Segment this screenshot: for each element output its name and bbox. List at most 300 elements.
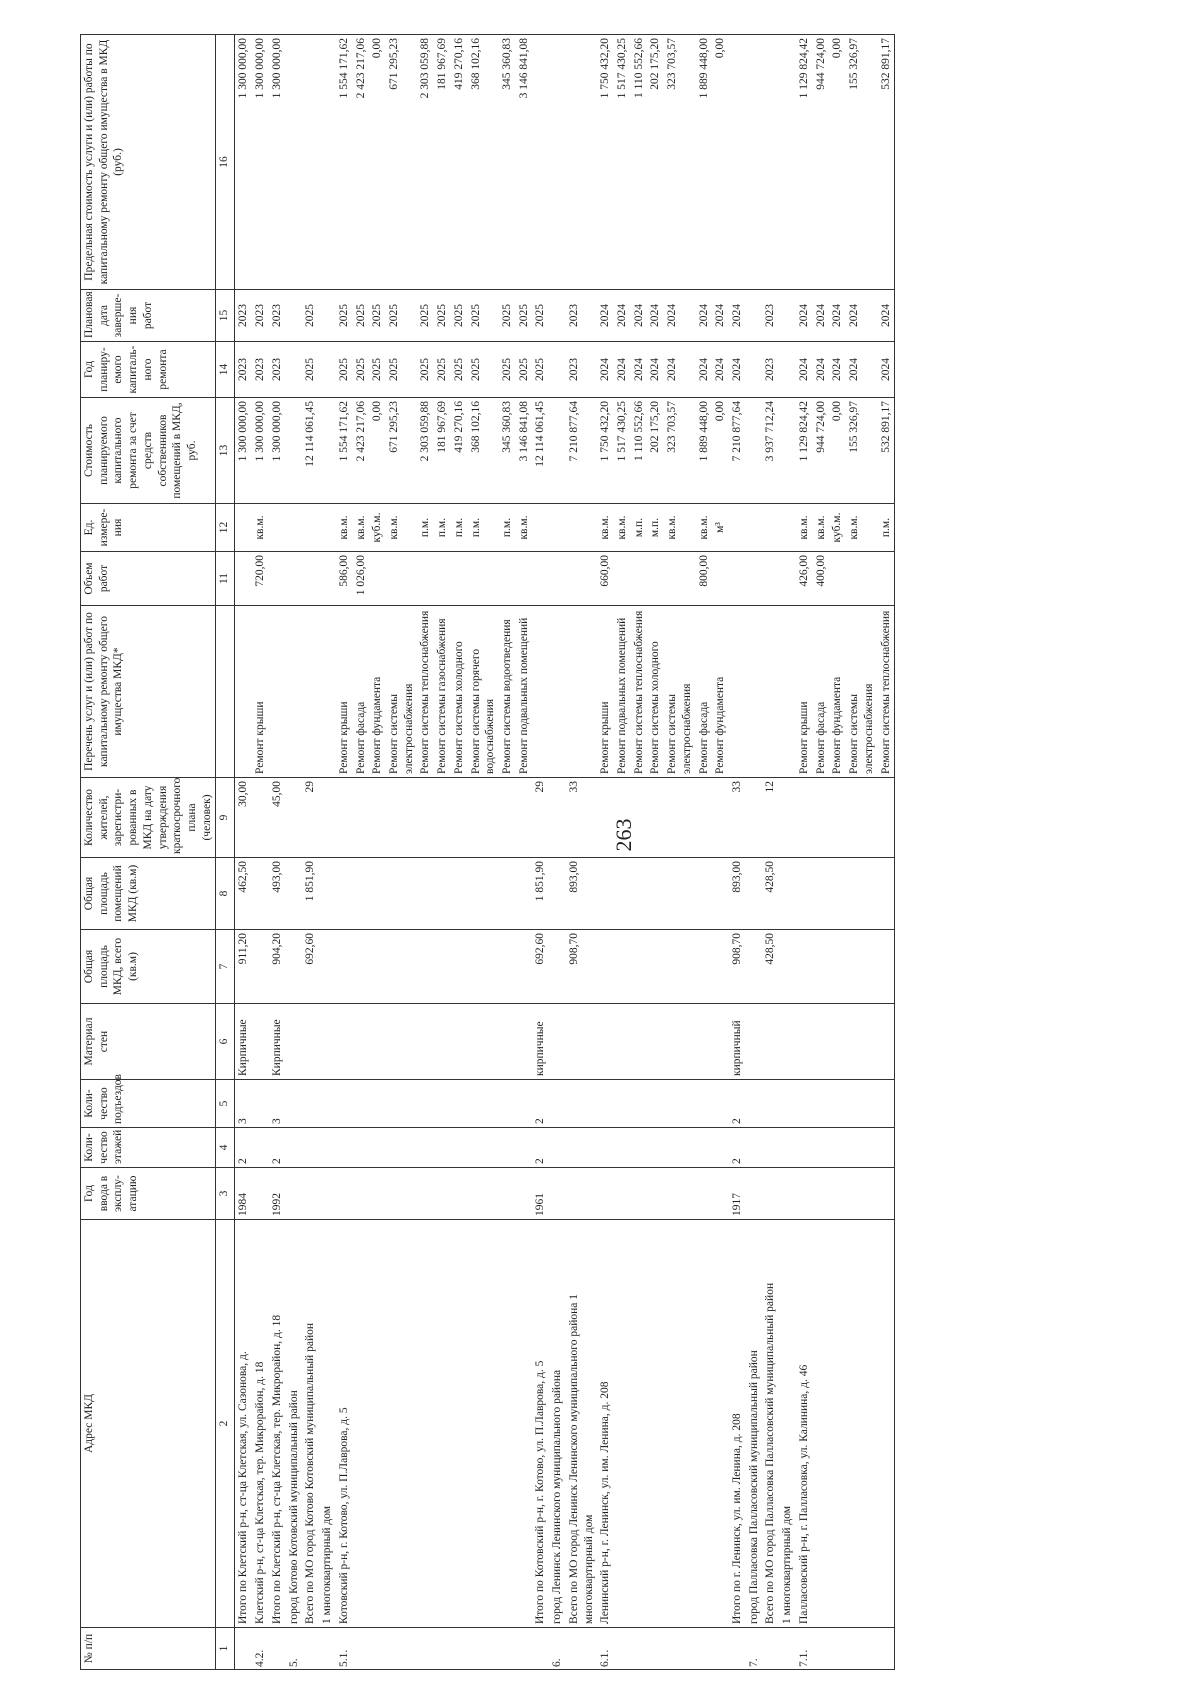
table-cell [664,1128,695,1168]
table-cell: 2025 [434,290,451,342]
table-cell [597,1004,614,1080]
table-cell [696,858,713,930]
table-cell [846,552,877,606]
table-cell: 2024 [631,290,648,342]
table-cell [779,342,796,398]
table-cell: Ремонт системы холодного [647,606,664,778]
column-number: 16 [216,35,235,290]
table-cell: 1 851,90 [532,858,549,930]
table-cell [846,1628,877,1670]
table-cell [631,858,648,930]
table-cell [549,342,566,398]
table-cell [878,930,895,1004]
table-cell [386,1168,417,1220]
table-cell: кв.м. [336,504,353,552]
table-cell [614,1004,631,1080]
table-cell [631,1168,648,1220]
table-cell: 2 303 059,88 [417,398,434,504]
table-cell: кв.м. [353,504,370,552]
table-cell: Кирпичные [235,1004,252,1080]
table-cell [762,1080,779,1128]
table-row [846,35,877,1670]
table-cell: 720,00 [252,552,269,606]
table-cell: 2024 [614,342,631,398]
table-row [796,35,813,1670]
table-cell [712,1220,729,1628]
table-row [417,35,434,1670]
table-cell [286,552,303,606]
table-cell [631,1220,648,1628]
table-cell: 2 [269,1128,286,1168]
table-row [252,35,269,1670]
table-cell: 493,00 [269,858,286,930]
table-cell: 2024 [647,290,664,342]
table-cell: 2 [729,1080,746,1128]
table-cell: 7 210 877,64 [566,398,597,504]
table-cell: 2025 [516,290,533,342]
table-row [829,35,846,1670]
table-cell [696,1220,713,1628]
table-cell [829,1168,846,1220]
table-cell: 2024 [696,342,713,398]
table-cell: 33 [729,778,746,858]
column-number: 2 [216,1220,235,1628]
table-cell [269,606,286,778]
table-cell [712,930,729,1004]
table-cell [779,290,796,342]
table-cell: куб.м. [369,504,386,552]
table-cell: 2025 [532,290,549,342]
table-row [878,35,895,1670]
table-cell [468,552,499,606]
table-cell: Палласовский р-н, г. Палласовка, ул. Калинина, д. 46 [796,1220,813,1628]
table-cell: 202 175,20 [647,35,664,290]
table-cell [516,1004,533,1080]
table-cell [549,778,566,858]
table-cell: 6. [549,1628,566,1670]
table-cell [386,1628,417,1670]
table-cell: 2025 [353,342,370,398]
table-cell [499,552,516,606]
table-row [647,35,664,1670]
table-cell [829,778,846,858]
table-cell [468,1004,499,1080]
column-header: Общая площадь помещений МКД (кв.м) [81,858,216,930]
table-cell [729,504,746,552]
table-cell [516,858,533,930]
table-cell: Всего по МО город Ленинск Ленинского муниципального района 1 многоквартирный дом [566,1220,597,1628]
table-cell [779,1004,796,1080]
table-cell: 12 114 061,45 [302,398,319,504]
table-cell [369,1628,386,1670]
table-cell [302,1080,319,1128]
table-cell: 2 [235,1128,252,1168]
table-cell: 2023 [252,290,269,342]
table-row [779,35,796,1670]
table-cell [319,930,336,1004]
table-cell: 2023 [762,290,779,342]
table-cell [631,1628,648,1670]
table-cell [252,1128,269,1168]
table-cell [252,1004,269,1080]
table-cell [779,1080,796,1128]
table-cell: куб.м. [829,504,846,552]
table-cell: 671 295,23 [386,398,417,504]
table-cell [516,1080,533,1128]
table-cell: 2025 [302,342,319,398]
table-cell: 908,70 [729,930,746,1004]
table-cell [779,930,796,1004]
table-cell: 1917 [729,1168,746,1220]
table-cell [532,552,549,606]
table-cell [286,606,303,778]
table-cell: 2025 [353,290,370,342]
table-cell [647,1220,664,1628]
table-cell [878,1168,895,1220]
table-cell [696,1004,713,1080]
table-cell [813,1628,830,1670]
column-header: Стоимость планируемого капитального ремонта за счет средств собственников помещений в МКД, руб. [81,398,216,504]
table-cell [631,778,648,858]
table-cell [813,1168,830,1220]
table-cell [417,1128,434,1168]
table-cell [712,1080,729,1128]
table-cell: Кирпичные [269,1004,286,1080]
table-cell [846,778,877,858]
table-cell: 2025 [468,342,499,398]
table-cell: 2025 [369,342,386,398]
table-cell: Ремонт системы теплоснабжения [631,606,648,778]
table-cell [647,1004,664,1080]
table-cell: Ремонт системы водоотведения [499,606,516,778]
table-cell: 671 295,23 [386,35,417,290]
table-cell [499,1004,516,1080]
table-cell [762,1128,779,1168]
table-cell [386,858,417,930]
table-cell [434,858,451,930]
table-header [81,35,235,1670]
table-cell: 1 300 000,00 [252,35,269,290]
table-cell [386,552,417,606]
table-cell: кв.м. [813,504,830,552]
table-cell: кв.м. [664,504,695,552]
table-cell [417,1080,434,1128]
table-cell [252,778,269,858]
table-cell [631,1128,648,1168]
table-cell: 2025 [369,290,386,342]
table-cell [696,1168,713,1220]
table-cell [647,552,664,606]
table-cell [878,1004,895,1080]
table-cell [319,1628,336,1670]
column-header: Общая площадь МКД, всего (кв.м) [81,930,216,1004]
table-cell [499,858,516,930]
table-cell: 1 110 552,66 [631,398,648,504]
table-cell [746,552,763,606]
column-header: Объем работ [81,552,216,606]
table-cell: 1 750 432,20 [597,398,614,504]
table-cell [516,930,533,1004]
table-cell [386,1080,417,1128]
table-cell: 944 724,00 [813,398,830,504]
table-cell: 0,00 [712,35,729,290]
table-cell: Ремонт системы холодного [451,606,468,778]
table-cell: Ремонт системы горячего водоснабжения [468,606,499,778]
table-cell [516,1628,533,1670]
table-cell [319,342,336,398]
table-cell: Ремонт системы теплоснабжения [417,606,434,778]
table-cell: 1 300 000,00 [252,398,269,504]
table-cell [235,606,252,778]
table-cell [336,778,353,858]
table-cell: 368 102,16 [468,398,499,504]
table-cell: Ремонт системы электроснабжения [386,606,417,778]
table-cell [499,1080,516,1128]
table-cell [746,290,763,342]
table-cell [319,504,336,552]
table-cell: п.м. [417,504,434,552]
table-cell [353,1168,370,1220]
table-cell: Ремонт фасада [696,606,713,778]
table-cell [286,290,303,342]
table-cell [796,1080,813,1128]
capital-repair-plan-table [80,34,895,1670]
table-cell: Клетский р-н, ст-ца Клетская, тер. Микрорайон, д. 18 [252,1220,269,1628]
table-cell: 586,00 [336,552,353,606]
table-cell: 2024 [614,290,631,342]
table-cell: Итого по г. Ленинск, ул. им. Ленина, д. 208 [729,1220,746,1628]
table-cell [779,1168,796,1220]
table-cell [614,1628,631,1670]
table-cell [417,778,434,858]
table-cell: Ремонт системы электроснабжения [846,606,877,778]
table-cell: 202 175,20 [647,398,664,504]
table-cell: п.м. [499,504,516,552]
table-cell [319,290,336,342]
column-header: Год ввода в эксплу-атацию [81,1168,216,1220]
table-cell [417,1220,434,1628]
table-cell: Ремонт крыши [336,606,353,778]
table-cell: 1 129 824,42 [796,398,813,504]
table-cell [813,778,830,858]
column-number: 1 [216,1628,235,1670]
table-cell [664,1004,695,1080]
table-cell [878,1080,895,1128]
table-cell [614,1080,631,1128]
table-cell [549,290,566,342]
table-cell: 1 554 171,62 [336,398,353,504]
table-cell: 3 146 841,08 [516,35,533,290]
table-cell [762,1004,779,1080]
table-cell [369,778,386,858]
table-cell: 2025 [451,290,468,342]
table-cell [566,504,597,552]
table-cell: 1 многоквартирный дом [319,1220,336,1628]
column-number: 13 [216,398,235,504]
table-cell [712,778,729,858]
table-cell [369,1128,386,1168]
table-cell: 2024 [597,290,614,342]
table-cell: 2023 [269,342,286,398]
table-cell [499,1628,516,1670]
table-cell: 1 517 430,25 [614,35,631,290]
table-cell: кирпичные [532,1004,549,1080]
table-cell [846,858,877,930]
table-cell [319,552,336,606]
table-cell [813,1220,830,1628]
table-cell [664,930,695,1004]
table-cell [746,1128,763,1168]
table-cell [813,1128,830,1168]
table-cell: 345 360,83 [499,35,516,290]
column-number: 8 [216,858,235,930]
table-cell: 2023 [252,342,269,398]
table-cell: 7.1. [796,1628,813,1670]
table-cell: 4.2. [252,1628,269,1670]
column-number: 6 [216,1004,235,1080]
table-cell [302,552,319,606]
table-cell [829,858,846,930]
table-cell: 419 270,16 [451,35,468,290]
table-cell [319,35,336,290]
table-cell: м³ [712,504,729,552]
table-cell: 532 891,17 [878,35,895,290]
table-cell: 660,00 [597,552,614,606]
table-cell: 2024 [846,290,877,342]
table-cell [796,1128,813,1168]
table-cell [647,1628,664,1670]
table-cell: 532 891,17 [878,398,895,504]
table-cell: 7. [746,1628,763,1670]
table-cell [813,858,830,930]
table-cell [353,1004,370,1080]
table-cell: 462,50 [235,858,252,930]
table-row [664,35,695,1670]
table-cell: 2024 [796,290,813,342]
table-cell: 2025 [336,342,353,398]
table-cell [696,1080,713,1128]
table-cell: Итого по Клетский р-н, ст-ца Клетская, ул. Сазонова, д. [235,1220,252,1628]
table-cell [796,858,813,930]
table-row [729,35,746,1670]
table-cell [878,858,895,930]
table-cell: 2025 [417,342,434,398]
table-cell [846,1128,877,1168]
table-cell: город Ленинск Ленинского муниципального района [549,1220,566,1628]
column-header: Коли-чество подъездов [81,1080,216,1128]
table-cell [369,552,386,606]
table-cell [434,778,451,858]
table-cell [779,504,796,552]
rotated-table-container [80,35,1130,1670]
column-header: Плановая дата заверше-ния работ [81,290,216,342]
table-cell: 29 [532,778,549,858]
table-cell [468,1220,499,1628]
table-cell [647,778,664,858]
table-cell: 30,00 [235,778,252,858]
table-cell: 2023 [269,290,286,342]
table-cell [566,606,597,778]
table-cell [729,606,746,778]
table-cell [451,930,468,1004]
table-cell [286,1128,303,1168]
table-cell [829,1628,846,1670]
table-cell: 1992 [269,1168,286,1220]
table-cell: 944 724,00 [813,35,830,290]
table-cell: кв.м. [386,504,417,552]
table-cell [779,398,796,504]
table-cell [319,398,336,504]
table-cell [746,398,763,504]
table-cell: 1 129 824,42 [796,35,813,290]
table-cell: 2024 [712,290,729,342]
table-cell: 2025 [386,290,417,342]
table-cell [729,35,746,290]
table-cell [336,1080,353,1128]
table-cell: 2024 [597,342,614,398]
table-cell: 2 423 217,06 [353,398,370,504]
table-cell: Итого по Котовский р-н, г. Котово, ул. П.Лаврова, д. 5 [532,1220,549,1628]
table-cell [762,504,779,552]
table-cell [434,1628,451,1670]
table-cell: 3 146 841,08 [516,398,533,504]
table-cell [516,552,533,606]
column-header: Перечень услуг и (или) работ по капитальному ремонту общего имущества МКД* [81,606,216,778]
table-cell: 2025 [302,290,319,342]
column-header: Коли-чество этажей [81,1128,216,1168]
column-number-row [216,35,235,1670]
table-cell: 345 360,83 [499,398,516,504]
table-cell [516,1220,533,1628]
table-row [386,35,417,1670]
table-cell [286,1168,303,1220]
table-cell [451,1168,468,1220]
table-row [762,35,779,1670]
table-row [319,35,336,1670]
table-cell [746,35,763,290]
table-cell: 3 937 712,24 [762,398,779,504]
table-cell [762,606,779,778]
table-cell [468,778,499,858]
table-cell [451,1004,468,1080]
table-cell: 3 [235,1080,252,1128]
table-row [499,35,516,1670]
table-cell: п.м. [434,504,451,552]
table-cell: 2025 [532,342,549,398]
table-cell [664,1080,695,1128]
table-cell [369,930,386,1004]
table-cell: 5. [286,1628,303,1670]
table-cell: Ремонт фундамента [829,606,846,778]
table-cell [779,1628,796,1670]
table-cell [434,1128,451,1168]
header-row [81,35,216,1670]
table-cell [878,552,895,606]
table-cell: 2 423 217,06 [353,35,370,290]
table-cell [846,1004,877,1080]
table-cell [846,1220,877,1628]
table-cell: Ремонт подвальных помещений [516,606,533,778]
table-cell [664,778,695,858]
table-row [235,35,252,1670]
table-cell: 29 [302,778,319,858]
table-cell [549,606,566,778]
table-cell [319,858,336,930]
table-cell [846,930,877,1004]
table-cell [386,778,417,858]
table-cell [252,858,269,930]
table-cell [779,778,796,858]
